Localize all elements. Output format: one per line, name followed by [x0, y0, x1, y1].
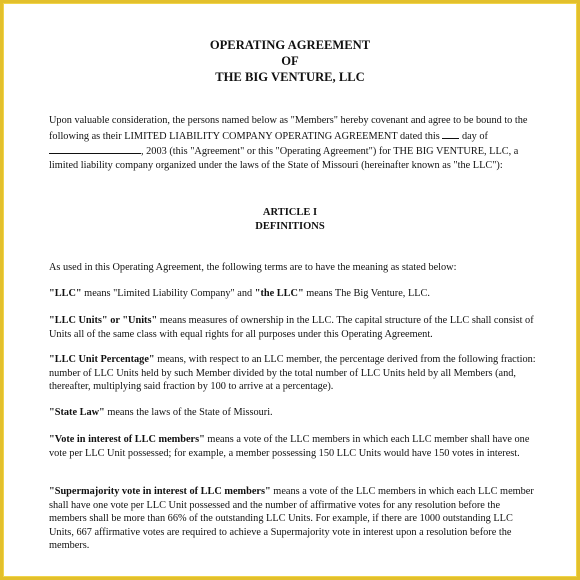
definition-term: "LLC Unit Percentage": [49, 354, 155, 365]
definition-llc: [49, 287, 539, 301]
definition-text: means measures of ownership in the LLC. The capital structure of the LLC shall consist of Units all of the same class with equal rights for all purposes under this Operating Agreement.: [49, 315, 534, 340]
definition-term: "LLC": [49, 288, 82, 299]
definition-term: "Supermajority vote in interest of LLC members": [49, 486, 271, 497]
definition-term: "Vote in interest of LLC members": [49, 434, 205, 445]
month-blank: [49, 143, 141, 154]
definitions-lead: As used in this Operating Agreement, the following terms are to have the meaning as stated below:: [49, 262, 457, 273]
definition-text: means a vote of the LLC members in which each LLC member shall have one vote per LLC Unit possessed; for example, a member possessing 150 LLC Units would have 150 votes in interest.: [49, 434, 530, 459]
definition-text: means a vote of the LLC members in which each LLC member shall have one vote per LLC Unit possessed and the number of affirmative votes for any resolution before the members shall be more than 66% of the outstanding LLC Units. For example, if there are 1000 outstanding LLC Units, 667 affirmative votes are required to achieve a Supermajority vote in interest upon a resolution before the members.: [49, 486, 534, 552]
title-line-1: OPERATING AGREEMENT: [209, 38, 371, 52]
definition-term: "the LLC": [254, 288, 304, 299]
day-blank: [442, 128, 459, 139]
definition-text: means The Big Venture, LLC.: [303, 288, 430, 299]
article-number: ARTICLE I: [262, 207, 318, 218]
definition-supermajority-vote: [49, 485, 539, 553]
definition-llc-units: [49, 314, 539, 341]
intro-paragraph: [49, 114, 539, 172]
document-title: [4, 37, 576, 85]
definition-vote-in-interest: [49, 433, 539, 460]
definition-text: means the laws of the State of Missouri.: [104, 407, 273, 418]
definition-text: means "Limited Liability Company" and: [81, 288, 255, 299]
intro-text-2: day of: [461, 130, 488, 142]
definition-state-law: [49, 406, 539, 420]
article-title: DEFINITIONS: [255, 220, 325, 232]
document-page: [4, 4, 576, 576]
definition-text: means, with respect to an LLC member, the percentage derived from the following fraction: number of LLC Units held by such Member divided by the total number of LLC Units held by all Members (and, thereafter, multiplying said fraction by 100 to arrive at a percentage).: [49, 354, 536, 393]
intro-text-1: Upon valuable consideration, the persons named below as "Members" hereby covenant and agree to be bound to the following as their LIMITED LIABILITY COMPANY OPERATING AGREEMENT dated this: [49, 115, 528, 142]
article-heading: [4, 206, 576, 233]
title-line-2: OF: [281, 54, 299, 68]
definition-term: "State Law": [49, 407, 105, 418]
title-line-3: THE BIG VENTURE, LLC: [215, 70, 365, 84]
definition-term: "LLC Units" or "Units": [49, 315, 158, 326]
definition-llc-unit-percentage: [49, 353, 539, 394]
intro-text-3: , 2003 (this "Agreement" or this "Operating Agreement") for THE BIG VENTURE, LLC, a limited liability company organized under the laws of the State of Missouri (hereinafter known as "the LLC"):: [49, 146, 519, 171]
